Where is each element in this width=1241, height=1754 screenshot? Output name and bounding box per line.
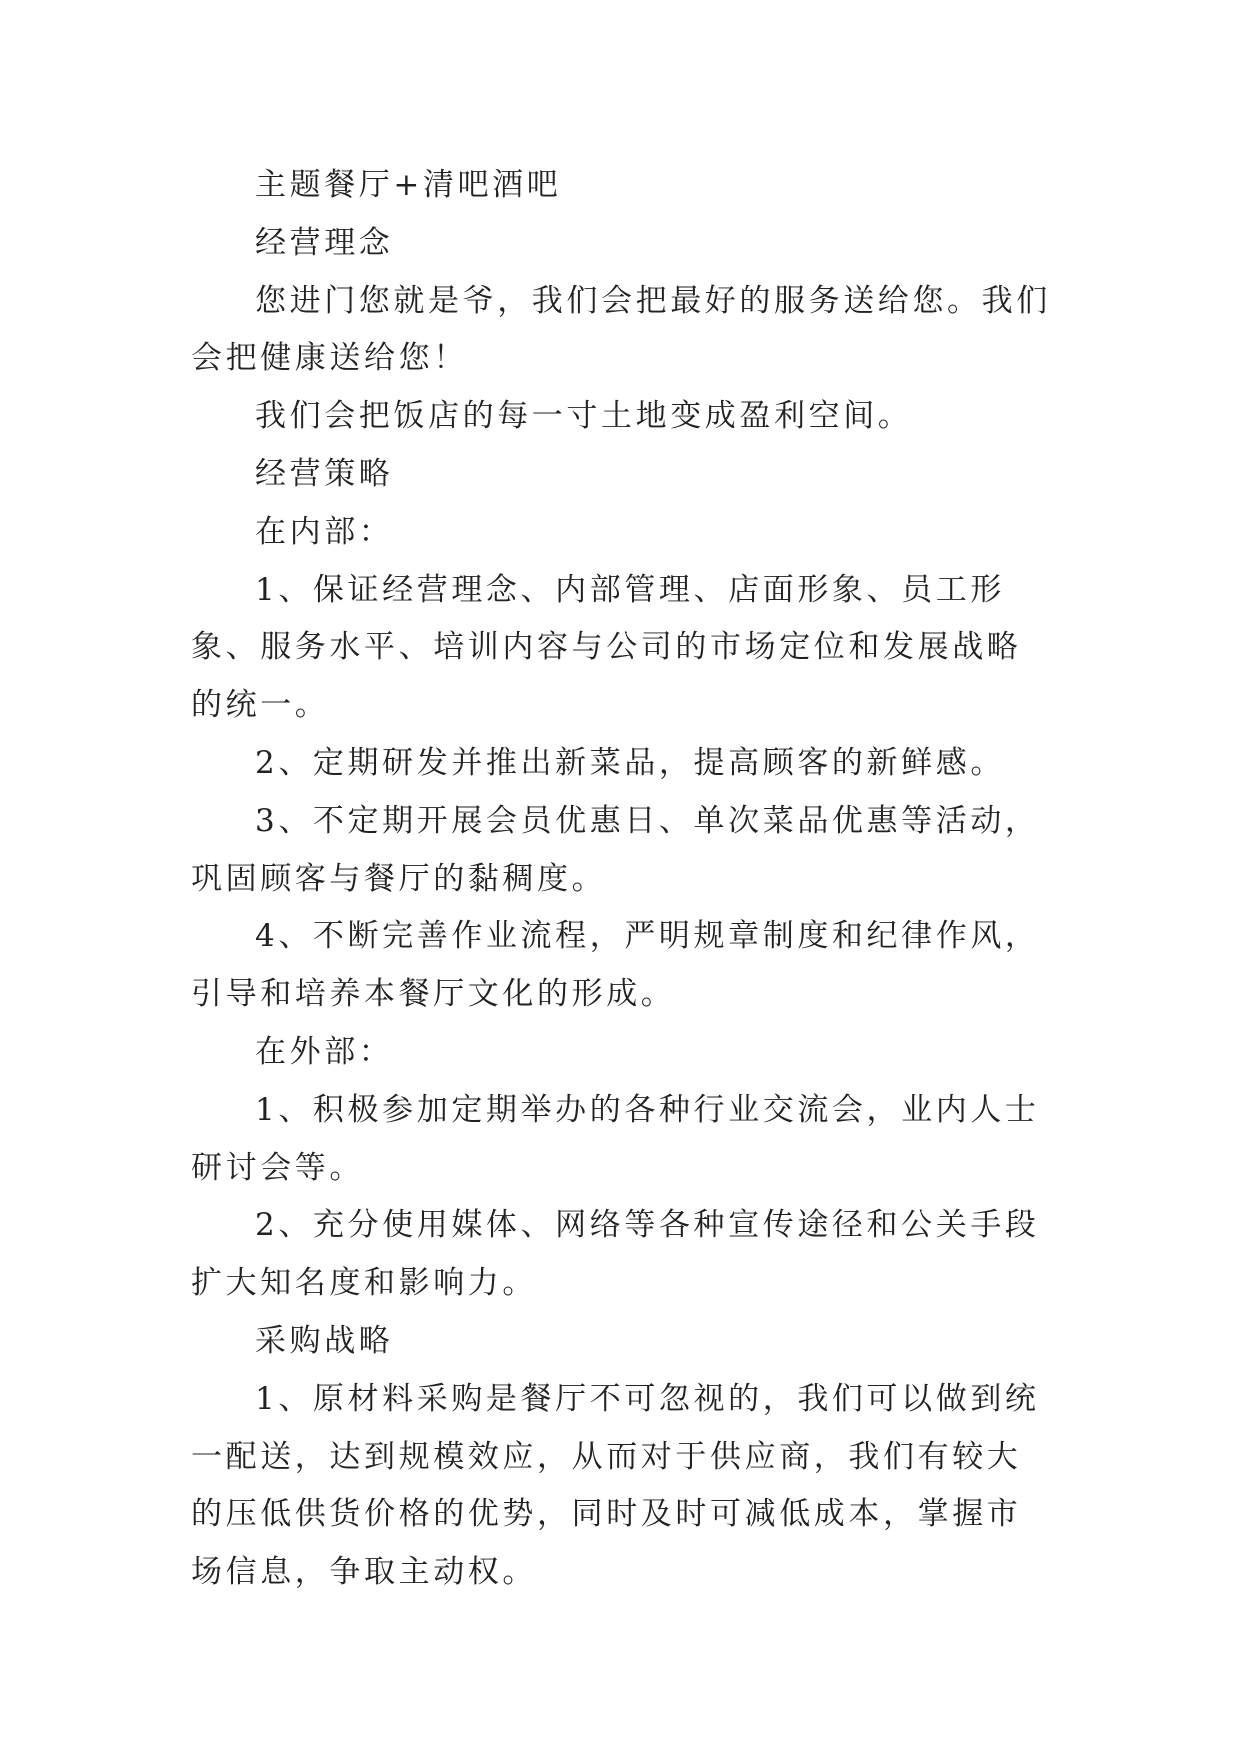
list-item-internal-1: 1、保证经营理念、内部管理、店面形象、员工形象、服务水平、培训内容与公司的市场定位和发展战略的统一。 [191,571,1022,724]
paragraph-philosophy-1: 您进门您就是爷，我们会把最好的服务送给您。我们会把健康送给您！ [191,282,1051,377]
heading-business-strategy: 经营策略 [255,455,394,492]
document-body [191,157,1051,1602]
subheading-internal: 在内部： [255,513,394,550]
heading-purchasing-strategy: 采购战略 [255,1322,394,1359]
list-item-internal-2: 2、定期研发并推出新菜品，提高顾客的新鲜感。 [255,744,1005,781]
list-item-external-2: 2、充分使用媒体、网络等各种宣传途径和公关手段扩大知名度和影响力。 [191,1207,1040,1302]
paragraph-philosophy-2: 我们会把饭店的每一寸土地变成盈利空间。 [255,398,913,435]
heading-theme: 主题餐厅+清吧酒吧 [255,167,562,203]
subheading-external: 在外部： [255,1033,394,1070]
list-item-purchasing-1: 1、原材料采购是餐厅不可忽视的，我们可以做到统一配送，达到规模效应，从而对于供应商，我们有较大的压低供货价格的优势，同时及时可减低成本，掌握市场信息，争取主动权。 [191,1380,1040,1591]
list-item-external-1: 1、积极参加定期举办的各种行业交流会，业内人士研讨会等。 [191,1091,1040,1186]
heading-business-philosophy: 经营理念 [255,224,394,261]
list-item-internal-4: 4、不断完善作业流程，严明规章制度和纪律作风，引导和培养本餐厅文化的形成。 [191,918,1040,1013]
list-item-internal-3: 3、不定期开展会员优惠日、单次菜品优惠等活动，巩固顾客与餐厅的黏稠度。 [191,802,1040,897]
